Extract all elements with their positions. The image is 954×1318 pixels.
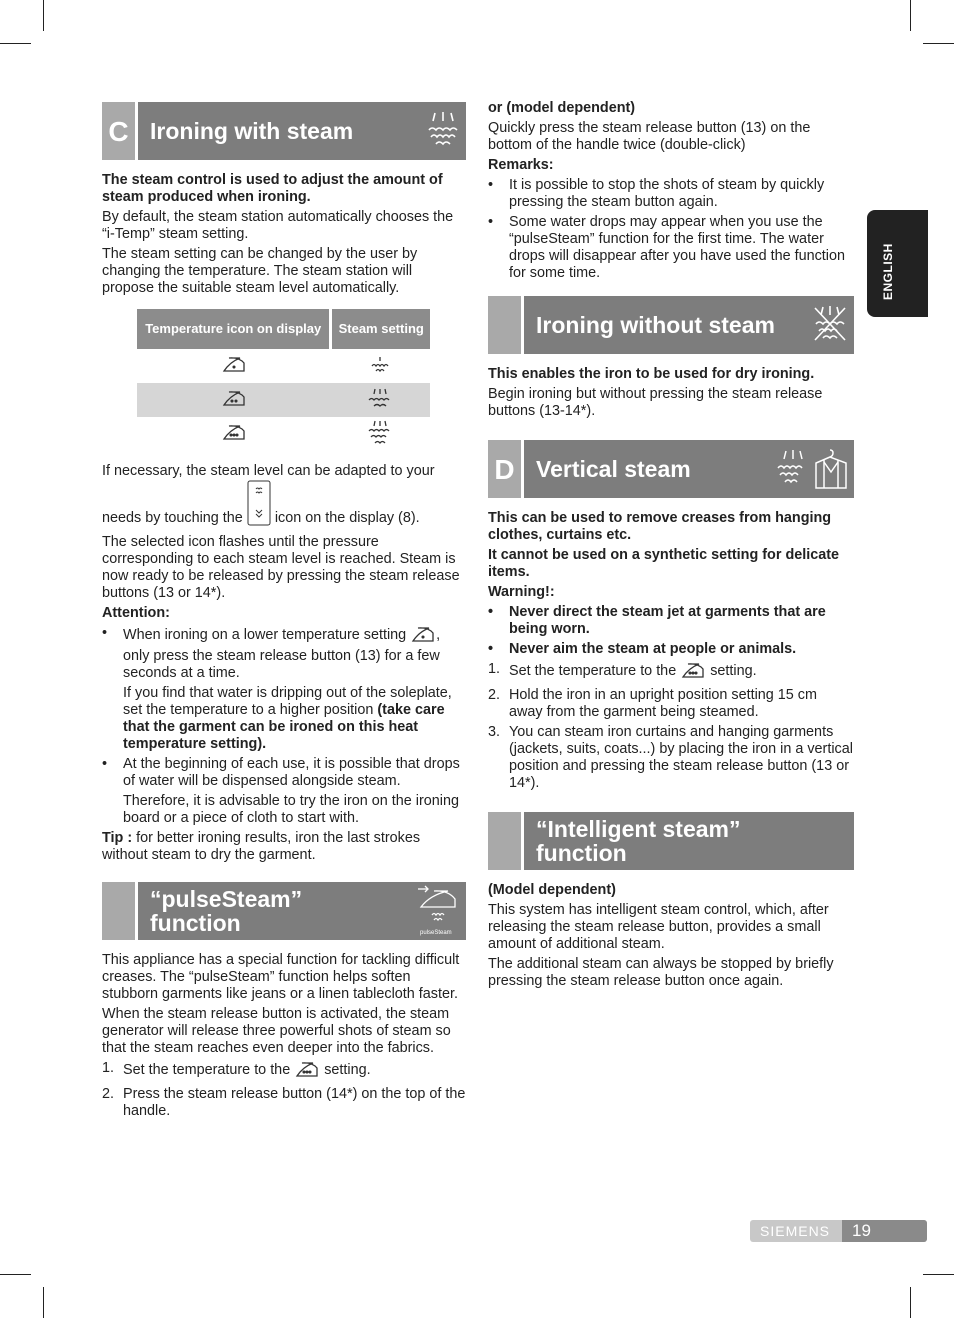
- iron-temp-high-icon: [221, 429, 247, 444]
- or-label: or (model dependent): [488, 100, 636, 116]
- paragraph: Begin ironing but without pressing the steam release buttons (13-14*).: [488, 386, 823, 419]
- steam-icon: [426, 110, 460, 155]
- section-tab: [488, 812, 524, 870]
- table-header-temperature: Temperature icon on display: [137, 309, 331, 349]
- left-column: [102, 102, 466, 1123]
- paragraph: The selected icon flashes until the pressure corresponding to each steam level is reached. Steam is now ready to be released by pressing the steam release buttons (13 or 14*).: [102, 534, 460, 601]
- section-title: Ironing without steam: [536, 312, 775, 338]
- steam-level-medium-icon: [367, 397, 393, 412]
- warning-list: [488, 604, 854, 658]
- page-footer: [750, 1220, 927, 1242]
- paragraph-bold: This can be used to remove creases from hanging clothes, curtains etc.: [488, 510, 832, 543]
- remarks-label: Remarks:: [488, 157, 554, 173]
- pulsesteam-icon: [416, 885, 460, 942]
- tip: Tip : for better ironing results, iron the last strokes without steam to dry the garment.: [102, 830, 421, 863]
- section-c-banner: [102, 102, 466, 160]
- paragraph: If necessary, the steam level can be adapted to your needs by touching the icon on the display (8).: [102, 463, 466, 531]
- table-row: [137, 383, 430, 417]
- vertical-steam-icon: [776, 448, 850, 495]
- pulsesteam-icon-label: pulseSteam: [420, 930, 452, 936]
- table-header-steam: Steam setting: [331, 309, 430, 349]
- pulse-steps: [102, 1060, 466, 1120]
- iron-temp-high-icon: [294, 1060, 320, 1083]
- section-title: “Intelligent steam” function: [536, 816, 741, 866]
- crop-mark: [923, 1274, 954, 1275]
- crop-mark: [923, 43, 954, 44]
- list-item: 2. Press the steam release button (14*) on the top of the handle.: [102, 1086, 466, 1119]
- list-item: • It is possible to stop the shots of steam by quickly pressing the steam button again.: [488, 177, 854, 211]
- list-item: 2. Hold the iron in an upright position setting 15 cm away from the garment being steamed.: [488, 687, 817, 720]
- right-column: [488, 100, 854, 993]
- list-item: • At the beginning of each use, it is possible that drops of water will be dispensed alongside steam. Therefore, it is advisable to try the iron on the ironing board or a piece of cloth to start with.: [102, 756, 466, 827]
- list-item: • Never aim the steam at people or animals.: [488, 641, 854, 658]
- brand-name: SIEMENS: [760, 1223, 831, 1239]
- steam-level-high-icon: [367, 433, 393, 448]
- remarks-list: [488, 177, 854, 282]
- section-intelligent-banner: [488, 812, 854, 870]
- crop-mark: [910, 0, 911, 31]
- list-item: 1. Set the temperature to the setting.: [102, 1060, 466, 1083]
- steam-table: [137, 309, 430, 451]
- iron-temp-medium-icon: [221, 395, 247, 410]
- list-item: • Never direct the steam jet at garments that are being worn.: [488, 604, 854, 638]
- paragraph: This system has intelligent steam control, which, after releasing the steam release button, provides a small amount of additional steam.: [488, 902, 829, 952]
- vertical-steps: [488, 661, 854, 792]
- section-nosteam-banner: [488, 296, 854, 354]
- language-label: ENGLISH: [881, 243, 895, 300]
- warning-label: Warning!:: [488, 584, 555, 600]
- list-item: 1. Set the temperature to the setting.: [488, 661, 854, 684]
- section-letter: D: [488, 440, 524, 498]
- section-tab: [488, 296, 524, 354]
- paragraph: When the steam release button is activated, the steam generator will release three powerful shots of steam so that the steam reaches even deeper into the fabrics.: [102, 1006, 451, 1056]
- attention-label: Attention:: [102, 605, 170, 621]
- attention-list: [102, 625, 466, 827]
- language-tab: [867, 210, 928, 317]
- steam-level-low-icon: [369, 361, 391, 376]
- paragraph: Quickly press the steam release button (13) on the bottom of the handle twice (double-click): [488, 120, 811, 153]
- page-number-box: [842, 1220, 927, 1242]
- iron-temp-low-icon: [221, 361, 247, 376]
- intro-bold: The steam control is used to adjust the amount of steam produced when ironing.: [102, 172, 443, 205]
- table-row: [137, 417, 430, 451]
- iron-temp-high-icon: [680, 661, 706, 684]
- table-row: [137, 349, 430, 383]
- section-title: “pulseSteam” function: [150, 886, 303, 936]
- paragraph-bold: It cannot be used on a synthetic setting for delicate items.: [488, 547, 840, 580]
- section-pulsesteam-banner: [102, 882, 466, 940]
- steam-selector-icon: [247, 480, 271, 531]
- section-d-banner: [488, 440, 854, 498]
- no-steam-icon: [812, 304, 848, 349]
- list-item: • Some water drops may appear when you use the “pulseSteam” function for the first time. The water drops will disappear after you have used the function for some time.: [488, 214, 854, 282]
- paragraph: The additional steam can always be stopped by briefly pressing the steam release button once again.: [488, 956, 834, 989]
- list-item: 3. You can steam iron curtains and hanging garments (jackets, suits, coats...) by placing the iron in a vertical position and pressing the steam release button (13 or 14*).: [488, 724, 853, 791]
- section-title: Ironing with steam: [150, 118, 354, 144]
- crop-mark: [0, 1274, 31, 1275]
- section-letter: C: [102, 102, 138, 160]
- crop-mark: [43, 0, 44, 31]
- section-title: Vertical steam: [536, 456, 691, 482]
- model-dependent-label: (Model dependent): [488, 882, 616, 898]
- list-item: • When ironing on a lower temperature setting , only press the steam release button (13) for a few seconds at a time. If you find that water is dripping out of the soleplate, set the temperature to a higher position (take care that the garment can be ironed on this heat temperature setting).: [102, 625, 466, 753]
- paragraph: This appliance has a special function for tackling difficult creases. The “pulseSteam” function helps soften stubborn garments like jeans or a linen tablecloth faster.: [102, 952, 460, 1002]
- crop-mark: [43, 1287, 44, 1318]
- paragraph: By default, the steam station automatically chooses the “i-Temp” steam setting.: [102, 209, 454, 242]
- paragraph-bold: This enables the iron to be used for dry ironing.: [488, 366, 815, 382]
- paragraph: The steam setting can be changed by the user by changing the temperature. The steam station will propose the suitable steam level automatically.: [102, 246, 418, 296]
- section-tab: [102, 882, 138, 940]
- iron-temp-low-icon: [410, 625, 436, 648]
- crop-mark: [0, 43, 31, 44]
- page-number: 19: [852, 1221, 871, 1240]
- crop-mark: [910, 1287, 911, 1318]
